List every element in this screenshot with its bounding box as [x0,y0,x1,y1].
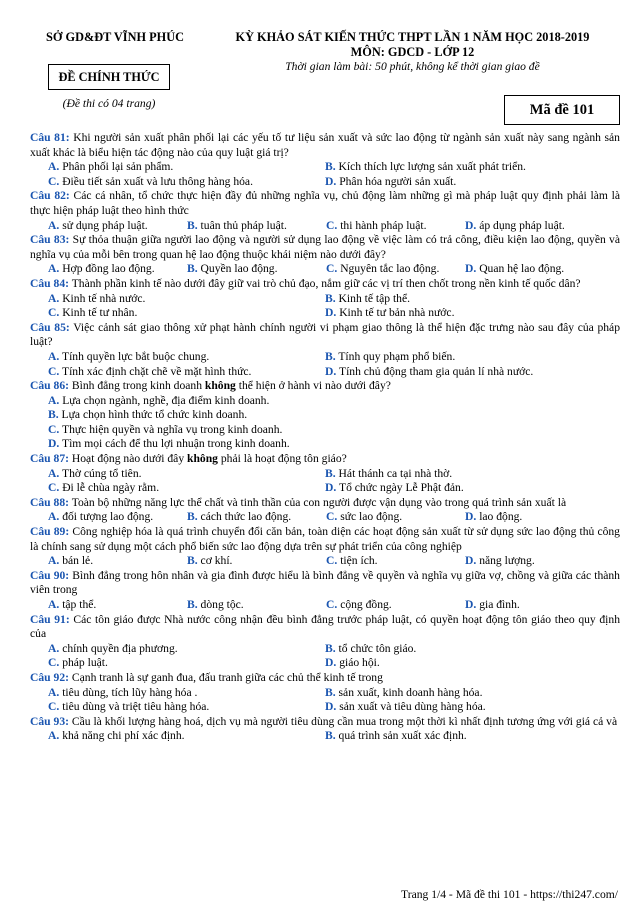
official-badge: ĐỀ CHÍNH THỨC [48,64,170,90]
option-text: quá trình sản xuất xác định. [338,729,467,743]
question-stem [30,613,620,642]
option-letter: D. [325,306,337,320]
question-stem [30,233,620,262]
answer-option [48,481,325,496]
option-text: Tính xác định chặt chẽ về mặt hình thức. [61,364,252,378]
option-text: Thực hiện quyền và nghĩa vụ trong kinh doanh. [61,422,283,436]
option-text: Lựa chọn hình thức tổ chức kinh doanh. [61,408,248,422]
option-text: tiêu dùng, tích lũy hàng hóa . [62,685,198,699]
option-text: cách thức lao động. [200,510,292,524]
option-letter: A. [48,349,60,363]
option-letter: D. [325,700,337,714]
answer-option [325,306,602,321]
option-letter: C. [326,554,338,568]
option-letter: A. [48,685,60,699]
option-text: lao động. [479,510,523,524]
question-text: thể hiện ở hành vi nào dưới đây? [235,379,391,393]
answer-option [325,467,602,482]
option-text: cơ khí. [200,554,233,568]
question [30,379,620,452]
option-text: sức lao động. [340,510,403,524]
question-text: Bình đẳng trong kinh doanh [71,379,205,393]
answer-option [48,365,325,380]
answer-option [325,686,602,701]
option-text: Thờ cúng tổ tiên. [61,466,142,480]
answer-option [326,554,465,569]
option-text: pháp luật. [62,656,108,670]
answer-option [325,729,602,744]
answer-options [30,598,620,613]
option-text: Tính chủ động tham gia quản lí nhà nước. [338,364,534,378]
option-letter: D. [465,598,477,611]
answer-option [326,219,465,234]
answer-option [325,175,602,190]
question-stem [30,321,620,350]
option-letter: A. [48,598,60,611]
question-stem [30,569,620,598]
answer-option [48,656,325,671]
option-letter: B. [187,510,198,524]
option-letter: A. [48,393,60,407]
question-stem [30,715,620,730]
answer-option [325,642,602,657]
question-number: Câu 92: [30,670,69,684]
answer-options [30,350,620,379]
option-letter: C. [48,481,60,495]
question-number: Câu 91: [30,612,70,626]
option-letter: B. [325,685,336,699]
answer-option [465,554,604,569]
question-number: Câu 82: [30,189,70,203]
option-letter: B. [187,218,198,232]
page-count: (Đề thi có 04 trang) [62,97,156,110]
question-text: Cầu là khối lượng hàng hoá, dịch vụ mà người tiêu dùng cần mua trong một thời kì nhất định tương ứng với giá cả và [71,714,618,728]
question-text: Cạnh tranh là sự ganh đua, đấu tranh giữa các chủ thể kinh tế trong [71,670,383,684]
option-text: tập thể. [62,598,97,611]
answer-option [465,510,604,525]
option-text: tiêu dùng và triệt tiêu hàng hóa. [62,700,210,714]
option-text: Lựa chọn ngành, nghề, địa điểm kinh doanh. [62,393,270,407]
answer-option [187,510,326,525]
question [30,715,620,744]
option-letter: A. [48,510,60,524]
answer-option [48,554,187,569]
option-letter: A. [48,466,60,480]
question [30,671,620,715]
option-text: Kinh tế nhà nước. [62,291,146,305]
answer-option [48,510,187,525]
answer-options [30,394,620,452]
option-letter: C. [48,306,60,320]
question [30,452,620,496]
option-text: sử dụng pháp luật. [62,218,148,232]
answer-option [326,262,465,277]
answer-option [48,467,325,482]
answer-options [30,554,620,569]
option-text: Tìm mọi cách để thu lợi nhuận trong kinh doanh. [61,437,290,451]
option-text: Tính quy phạm phổ biến. [338,349,456,363]
answer-options [30,642,620,671]
answer-option [48,175,325,190]
header-exam-info [205,30,620,74]
answer-option [187,262,326,277]
answer-option [325,292,602,307]
option-text: Phân phối lại sản phẩm. [62,160,174,174]
answer-option [325,365,602,380]
exam-subject: MÔN: GDCD - LỚP 12 [350,45,475,59]
answer-option [48,598,187,613]
answer-option [465,219,604,234]
answer-options [30,292,620,321]
question-text: Các cá nhân, tổ chức thực hiện đầy đủ những nghĩa vụ, chủ động làm những gì mà pháp luật quy định phải làm là thực hiện pháp luật theo hình thức [30,189,620,217]
question-text: Việc cảnh sát giao thông xử phạt hành chính người vi phạm giao thông là thể hiện đặc trưng nào sau đây của pháp luật? [30,320,620,349]
option-letter: B. [325,160,336,174]
question-stem [30,525,620,554]
question-stem [30,452,620,467]
option-text: Điều tiết sản xuất và lưu thông hàng hóa. [62,174,253,188]
option-text: Quan hệ lao động. [479,262,565,276]
option-letter: D. [465,262,477,276]
option-text: Đi lễ chùa ngày rằm. [62,481,160,495]
option-text: Phân hóa người sản xuất. [339,174,457,188]
answer-option [48,292,325,307]
question-stem [30,189,620,218]
option-letter: D. [465,554,477,568]
option-letter: A. [48,291,60,305]
option-letter: C. [326,262,338,276]
answer-option [48,219,187,234]
option-letter: A. [48,729,60,743]
option-text: khả năng chi phí xác định. [62,729,185,743]
question-number: Câu 81: [30,131,70,144]
answer-option [48,686,325,701]
answer-option [48,160,325,175]
option-text: tiện ích. [340,554,378,568]
question-emphasis: không [204,379,236,393]
option-text: tổ chức tôn giáo. [338,641,417,655]
answer-option [48,394,620,409]
answer-option [325,481,602,496]
option-letter: A. [48,554,60,568]
answer-options [30,219,620,234]
question-text: Toàn bộ những năng lực thể chất và tinh thần của con người được vận dụng vào trong quá trình sản xuất là [71,495,567,509]
question-text: Các tôn giáo được Nhà nước công nhận đều bình đẳng trước pháp luật, có quyền hoạt động tôn giáo theo quy định của [30,612,620,641]
answer-option [325,700,602,715]
option-text: gia đình. [479,598,520,611]
answer-option [187,219,326,234]
answer-option [48,408,620,423]
option-letter: C. [48,700,60,714]
question-number: Câu 89: [30,525,70,539]
option-letter: D. [465,510,477,524]
option-letter: C. [326,218,338,232]
answer-option [465,262,604,277]
question-stem [30,671,620,686]
option-letter: B. [325,291,336,305]
option-letter: D. [325,364,337,378]
question-number: Câu 90: [30,568,70,582]
option-text: sản xuất và tiêu dùng hàng hóa. [339,700,486,714]
option-letter: B. [325,349,336,363]
option-letter: A. [48,218,60,232]
option-letter: D. [325,481,337,495]
option-text: Kinh tế tư nhân. [62,306,138,320]
option-letter: B. [325,729,336,743]
option-text: tuân thủ pháp luật. [200,218,287,232]
option-text: sản xuất, kinh doanh hàng hóa. [338,685,483,699]
option-letter: B. [187,554,198,568]
exam-code-box: Mã đề 101 [504,95,620,125]
answer-option [48,423,620,438]
answer-options [30,160,620,189]
option-text: áp dụng pháp luật. [479,218,565,232]
question-text: Thành phần kinh tế nào dưới đây giữ vai trò chủ đạo, nắm giữ các vị trí then chốt trong nền kinh tế quốc dân? [71,276,581,290]
answer-option [326,598,465,613]
question-text: Sự thỏa thuận giữa người lao động và người sử dụng lao động về việc làm có trả công, điều kiện lao động, quyền và nghĩa vụ của mỗi bên trong quan hệ lao động thuộc khái niệm nào dưới đây? [30,233,620,261]
answer-option [187,554,326,569]
questions-list [30,131,620,744]
question-number: Câu 88: [30,495,69,509]
question [30,321,620,379]
answer-option [187,598,326,613]
question [30,613,620,671]
question-number: Câu 85: [30,320,70,334]
answer-options [30,686,620,715]
option-text: Tính quyền lực bắt buộc chung. [61,349,210,363]
answer-option [48,642,325,657]
answer-options [30,467,620,496]
option-text: cộng đồng. [340,598,392,611]
question-stem [30,277,620,292]
question-stem [30,496,620,511]
answer-options [30,262,620,277]
option-text: Hát thánh ca tại nhà thờ. [338,466,453,480]
option-letter: C. [326,510,338,524]
option-text: thi hành pháp luật. [340,218,427,232]
header-department: SỞ GD&ĐT VĨNH PHÚC [46,30,184,44]
option-text: Hợp đồng lao động. [62,262,155,276]
option-text: Quyền lao động. [200,262,278,276]
option-letter: B. [48,408,59,422]
page-footer: Trang 1/4 - Mã đề thi 101 - https://thi247.com/ [401,888,618,901]
question-number: Câu 86: [30,379,69,393]
question-number: Câu 93: [30,714,69,728]
option-text: dòng tộc. [200,598,244,611]
question [30,233,620,277]
option-text: Tổ chức ngày Lễ Phật đản. [338,481,464,495]
option-text: Nguyên tắc lao động. [340,262,440,276]
question-number: Câu 83: [30,233,70,247]
option-letter: D. [465,218,477,232]
exam-time: Thời gian làm bài: 50 phút, không kể thời gian giao đề [285,60,540,73]
option-text: Kích thích lực lượng sản xuất phát triển. [338,160,526,174]
question [30,496,620,525]
answer-option [48,306,325,321]
question-number: Câu 87: [30,452,69,466]
answer-option [48,437,620,452]
answer-option [325,656,602,671]
option-letter: B. [325,641,336,655]
option-letter: C. [48,422,60,436]
option-letter: C. [326,598,338,611]
option-letter: C. [48,656,60,670]
option-letter: A. [48,262,60,276]
answer-option [48,729,325,744]
option-letter: A. [48,160,60,174]
option-letter: C. [48,364,60,378]
option-text: năng lượng. [479,554,535,568]
answer-option [325,160,602,175]
question-text: Công nghiệp hóa là quá trình chuyển đổi căn bản, toàn diện các hoạt động sản xuất từ sử dụng sức lao động thủ công là chính sang sử dụng một cách phổ biến sức lao động dựa trên sự phát triển của công nghiệp [30,525,620,553]
exam-title: KỲ KHẢO SÁT KIẾN THỨC THPT LẦN 1 NĂM HỌC 2018-2019 [235,30,590,44]
answer-option [48,262,187,277]
question-text: Khi người sản xuất phân phối lại các yếu tố tư liệu sản xuất và sức lao động từ ngành sản xuất này sang ngành sản xuất khác là biểu hiện tác động nào của quy luật giá trị? [30,131,620,159]
question-text: Hoạt động nào dưới đây [71,452,188,466]
option-text: bán lẻ. [62,554,94,568]
answer-options [30,729,620,744]
answer-option [465,598,604,613]
option-letter: B. [187,598,198,611]
option-text: chính quyền địa phương. [62,641,178,655]
question [30,277,620,321]
question-number: Câu 84: [30,276,69,290]
answer-option [48,700,325,715]
option-letter: A. [48,641,60,655]
question [30,131,620,189]
option-letter: D. [325,656,337,670]
question-stem [30,131,620,160]
answer-option [326,510,465,525]
option-text: đối tượng lao động. [62,510,154,524]
option-letter: C. [48,174,60,188]
answer-option [48,350,325,365]
option-letter: B. [187,262,198,276]
answer-options [30,510,620,525]
question [30,525,620,569]
option-text: Kinh tế tư bản nhà nước. [339,306,455,320]
question-text: phải là hoạt động tôn giáo? [217,452,347,466]
question [30,569,620,613]
question-stem [30,379,620,394]
option-text: Kinh tế tập thể. [338,291,411,305]
option-letter: D. [48,437,60,451]
question-emphasis: không [187,452,218,466]
question-text: Bình đẳng trong hôn nhân và gia đình được hiểu là bình đẳng về quyền và nghĩa vụ giữa vợ, chồng và giữa các thành viên trong [30,568,620,597]
option-letter: D. [325,174,337,188]
answer-option [325,350,602,365]
option-text: giáo hội. [339,656,380,670]
question [30,189,620,233]
option-letter: B. [325,466,336,480]
